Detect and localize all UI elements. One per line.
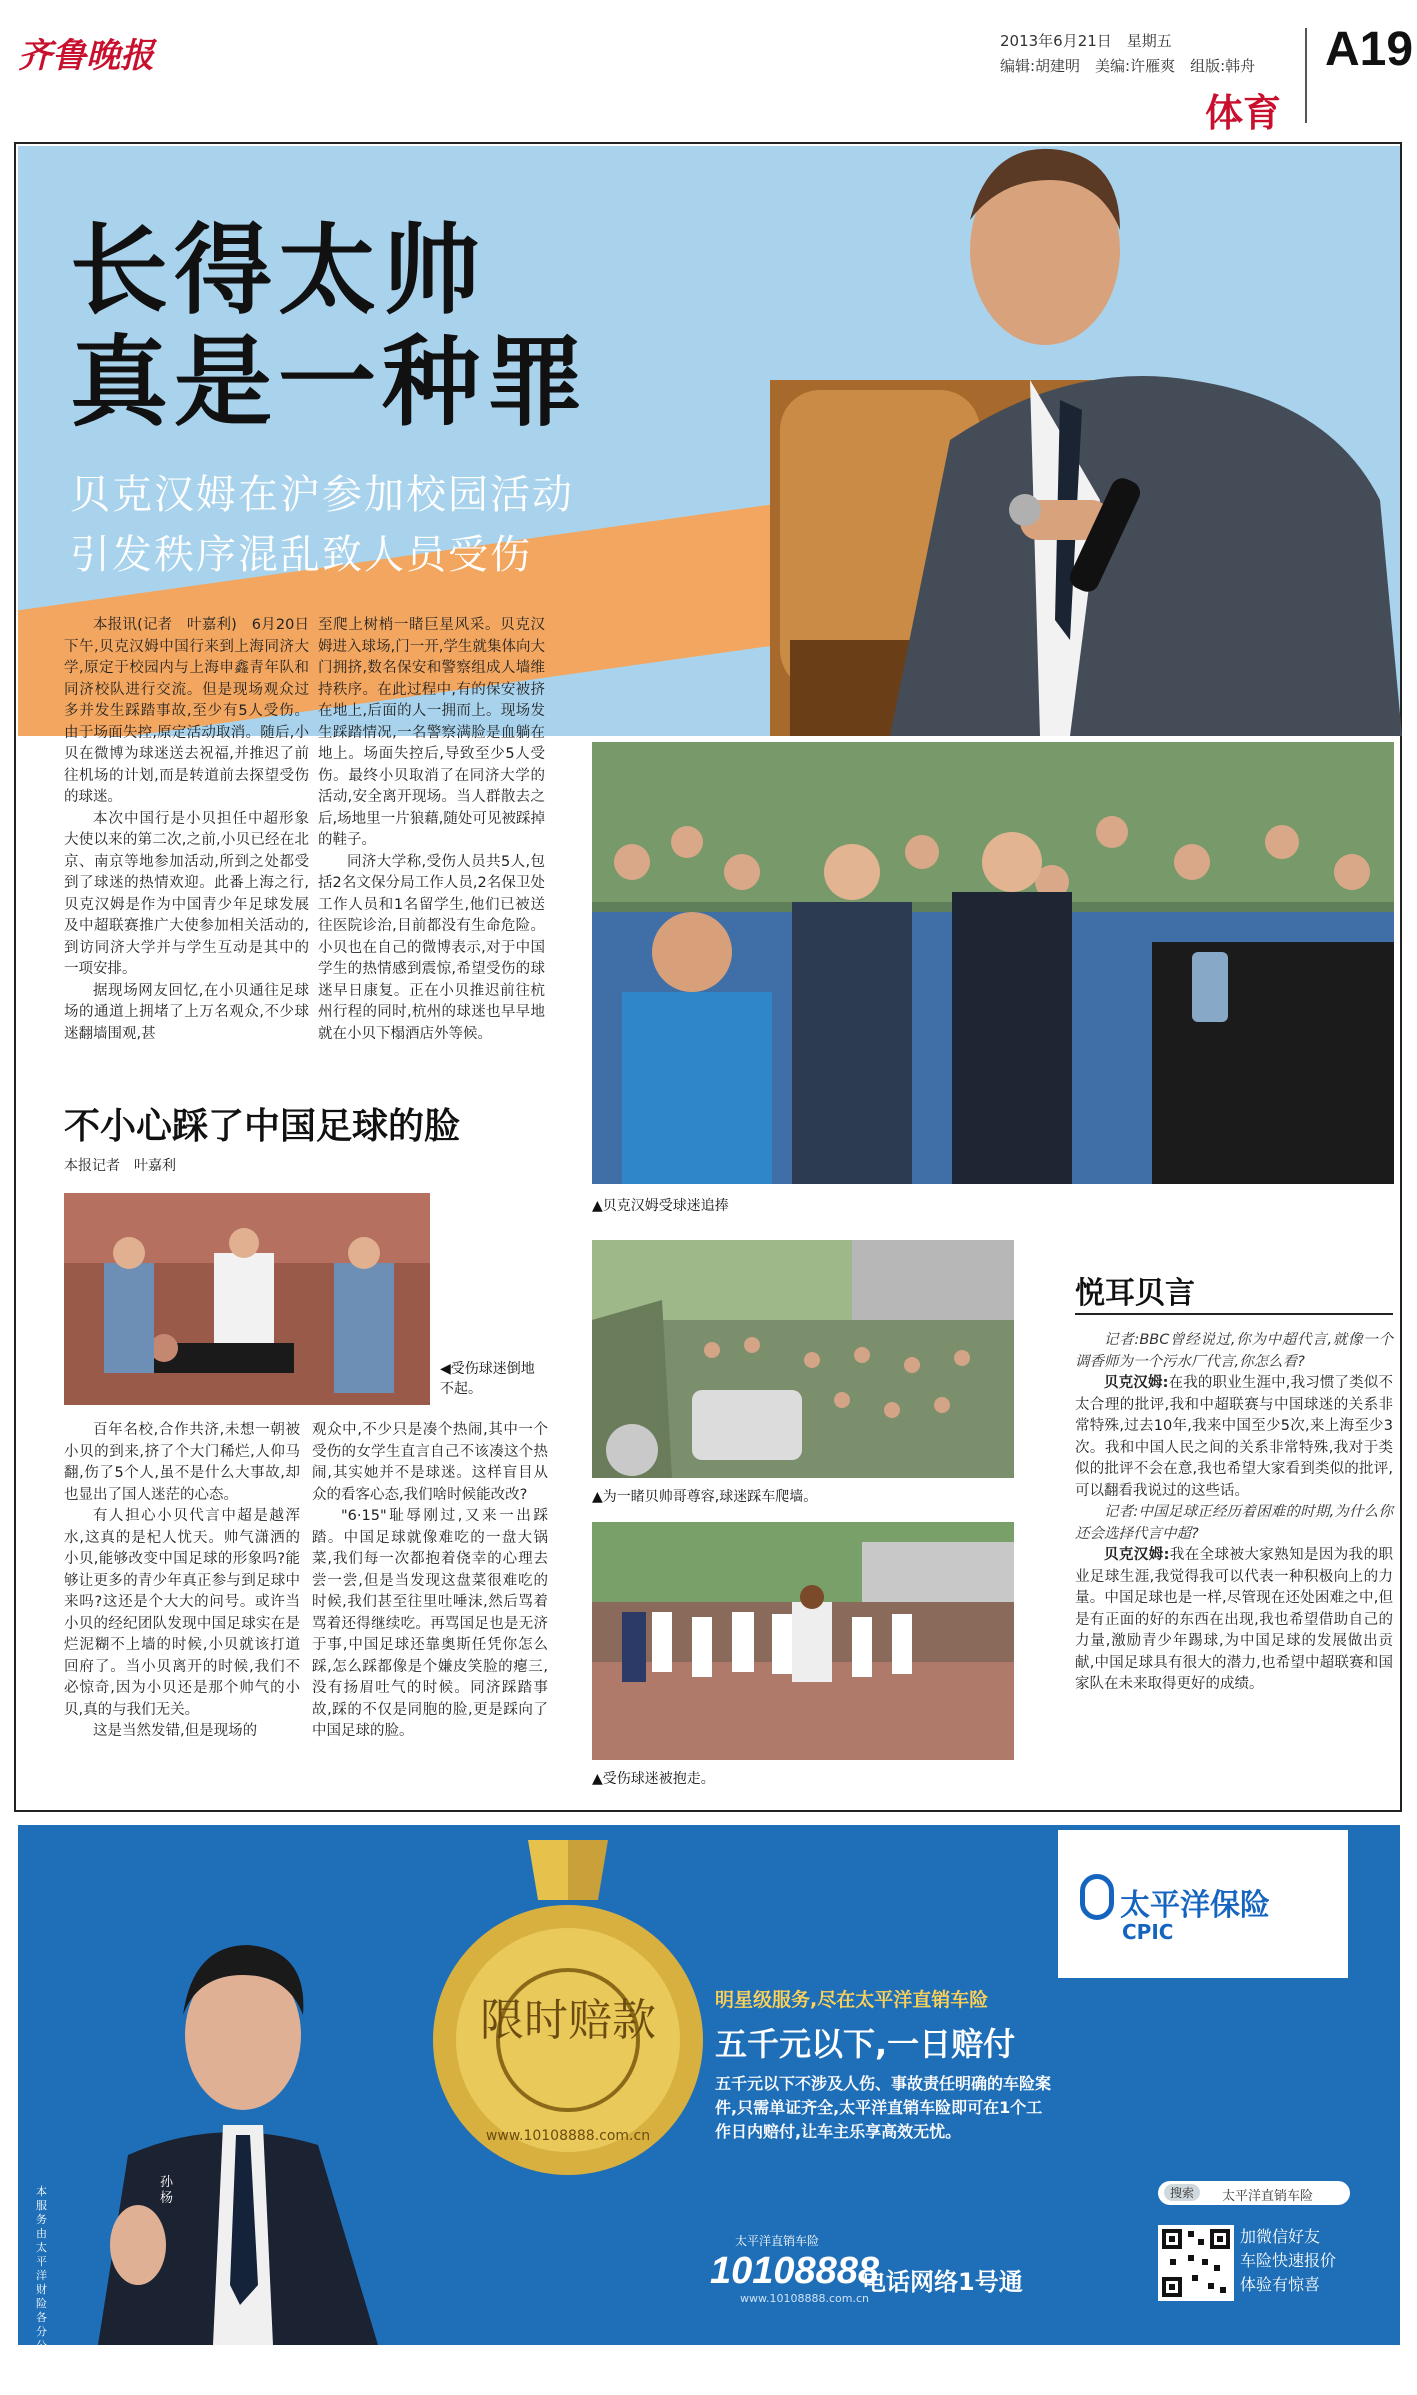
article1-column-1 (64, 615, 309, 1075)
article3-rule (1075, 1313, 1393, 1315)
page-number: A19 (1325, 23, 1414, 76)
ad-phone-network: 电话网络1号通 (862, 2268, 1023, 2296)
newspaper-brand: 齐鲁晚报 (18, 36, 154, 76)
article2-paragraph: 这是当然发错,但是现场的 (93, 1723, 258, 1739)
cpic-brand-name: 太平洋保险 (1120, 1888, 1270, 1923)
article1-paragraph: 至爬上树梢一睹巨星风采。贝克汉姆进入球场,门一开,学生就集体向大门拥挤,数名保安和警察组成人墙维持秩序。在此过程中,有的保安被挤在地上,后面的人一拥而上。现场发生踩踏情况,一名警察满脸是血躺在地上。场面失控后,导致至少5人受伤。最终小贝取消了在同济大学的活动,安全离开现场。当人群散去之后,场地里一片狼藉,随处可见被踩掉的鞋子。 (318, 617, 545, 848)
subhead-line-1: 贝克汉姆在沪参加校园活动 (70, 472, 574, 518)
search-label: 搜索 (1164, 2184, 1200, 2201)
ad-athlete-name: 孙杨 (160, 2175, 174, 2206)
wechat-line: 车险快速报价 (1240, 2251, 1337, 2270)
qa-answer-text: 在我的职业生涯中,我习惯了类似不太合理的批评,我和中超联赛与中国球迷的关系非常特殊,过去10年,我来中国至少5次,来上海至少3次。我和中国人民之间的关系非常特殊,我对于类似的批评不会在意,我也希望大家看到类似的批评,可以翻看我说过的这些话。 (1075, 1375, 1393, 1499)
article2-paragraph: 有人担心小贝代言中超是越浑水,这真的是杞人忧天。帅气潇洒的小贝,能够改变中国足球的形象吗?能够让更多的青少年真正参与到足球中来吗?这还是个大大的问号。或许当小贝的经纪团队发现中国足球实在是烂泥糊不上墙的时候,小贝就该打道回府了。当小贝离开的时候,我们不必惊奇,因为小贝还是那个帅气的小贝,真的与我们无关。 (64, 1508, 300, 1718)
article2-column-2 (312, 1420, 548, 1785)
search-text: 太平洋直销车险 (1222, 2189, 1314, 2204)
crowd-photo-caption: ▲贝克汉姆受球迷追捧 (592, 1198, 729, 1214)
qa-answer (1075, 1373, 1393, 1502)
medal-text: 限时赔款 (480, 1995, 656, 2046)
article2-paragraph: "6·15"耻辱刚过,又来一出踩踏。中国足球就像难吃的一盘大锅菜,我们每一次都抱着侥幸的心理去尝一尝,但是当发现这盘菜很难吃的时候,我们甚至往里吐唾沫,然后骂着骂着还得继续吃。再骂国足也是无济于事,中国足球还靠奥斯任凭你怎么踩,怎么踩都像是个嫌皮笑脸的瘪三,没有扬眉吐气的时候。同济踩踏事故,踩的不仅是同胞的脸,更是踩向了中国足球的脸。 (312, 1508, 548, 1739)
article2-title: 不小心踩了中国足球的脸 (64, 1106, 461, 1147)
beckham-portrait-photo (770, 80, 1402, 736)
ad-phone-label: 太平洋直销车险 (735, 2234, 820, 2248)
car-climbing-caption: ▲为一睹贝帅哥尊容,球迷踩车爬墙。 (592, 1489, 818, 1505)
headline-line-1: 长得太帅 (70, 214, 487, 328)
qa-speaker: 贝克汉姆: (1104, 1375, 1169, 1391)
editor-credits: 编辑:胡建明 美编:许雁爽 组版:韩舟 (1000, 57, 1256, 75)
injured-fan-photo (64, 1193, 430, 1405)
cpic-brand-en: CPIC (1122, 1920, 1174, 1944)
ad-phone-site: www.10108888.com.cn (740, 2292, 869, 2305)
carried-away-caption: ▲受伤球迷被抱走。 (592, 1771, 715, 1787)
ad-wechat-text (1240, 2225, 1336, 2297)
article1-paragraph: 本报讯(记者 叶嘉利) 6月20日下午,贝克汉姆中国行来到上海同济大学,原定于校园内与上海申鑫青年队和同济校队进行交流。但是现场观众过多并发生踩踏事故,至少有5人受伤。由于场面失控,原定活动取消。随后,小贝在微博为球迷送去祝福,并推迟了前往机场的计划,而是转道前去探望受伤的球迷。 (64, 617, 309, 805)
main-headline (70, 215, 590, 439)
article1-paragraph: 本次中国行是小贝担任中超形象大使以来的第二次,之前,小贝已经在北京、南京等地参加活动,所到之处都受到了球迷的热情欢迎。此番上海之行,贝克汉姆是作为中国青少年足球发展及中超联赛推广大使参加相关活动的,到访同济大学并与学生互动是其中的一项安排。 (64, 810, 309, 977)
headline-line-2: 真是一种罪 (70, 326, 591, 440)
article2-column-1 (64, 1420, 300, 1785)
gold-medal-graphic (418, 1840, 718, 2180)
article1-paragraph: 同济大学称,受伤人员共5人,包括2名文保分局工作人员,2名保卫处工作人员和1名留学生,他们已被送往医院诊治,目前都没有生命危险。小贝也在自己的微博表示,对于中国学生的热情感到震惊,希望受伤的球迷早日康复。正在小贝推迟前往杭州行程的同时,杭州的球迷也早早地就在小贝下榻酒店外等候。 (318, 853, 545, 1042)
qr-code-icon (1158, 2225, 1234, 2301)
article2-byline: 本报记者 叶嘉利 (64, 1158, 176, 1174)
sub-headline (70, 465, 574, 585)
ad-athlete-photo (18, 1825, 468, 2345)
medal-site: www.10108888.com.cn (485, 2128, 651, 2144)
qa-speaker: 贝克汉姆: (1104, 1547, 1170, 1563)
cpic-logo-icon (1080, 1874, 1114, 1920)
ad-title: 五千元以下,一日赔付 (715, 2025, 1016, 2063)
carried-away-photo (592, 1522, 1014, 1760)
ad-search-box (1158, 2181, 1350, 2205)
ad-description: 五千元以下不涉及人伤、事故责任明确的车险案件,只需单证齐全,太平洋直销车险即可在1个工作日内赔付,让车主乐享高效无忧。 (715, 2074, 1052, 2141)
article2-paragraph: 百年名校,合作共济,未想一朝被小贝的到来,挤了个大门稀烂,人仰马翻,伤了5个人,虽不是什么大事故,却也显出了国人迷茫的心态。 (64, 1422, 300, 1503)
injured-fan-caption: ◀受伤球迷倒地不起。 (440, 1361, 535, 1397)
ad-fine-print: 本服务由太平洋财险各分公司提供 (36, 2185, 47, 2394)
qa-answer-text: 我在全球被大家熟知是因为我的职业足球生涯,我觉得我可以代表一种积极向上的力量。中国足球也是一样,尽管现在还处困难之中,但是有正面的好的东西在出现,我也希望借助自己的力量,激励青少年踢球,为中国足球的发展做出贡献,中国足球具有很大的潜力,也希望中超联赛和国家队在未来取得更好的成绩。 (1075, 1547, 1393, 1692)
article3-title: 悦耳贝言 (1075, 1276, 1195, 1311)
subhead-line-2: 引发秩序混乱致人员受伤 (70, 532, 532, 578)
ad-tagline: 明星级服务,尽在太平洋直销车险 (715, 1989, 989, 2011)
qa-question: 记者:中国足球正经历着困难的时期,为什么你还会选择代言中超? (1075, 1504, 1393, 1542)
article1-paragraph: 据现场网友回忆,在小贝通往足球场的通道上拥堵了上万名观众,不少球迷翻墙围观,甚 (64, 982, 309, 1042)
qa-answer (1075, 1545, 1393, 1696)
article3-qa (1075, 1322, 1393, 1800)
car-climbing-photo (592, 1240, 1014, 1478)
article2-paragraph: 观众中,不少只是凑个热闹,其中一个受伤的女学生直言自己不该凑这个热闹,其实她并不是球迷。这样盲目从众的看客心态,我们啥时候能改改? (312, 1422, 548, 1503)
ad-phone-number: 10108888 (710, 2250, 880, 2292)
wechat-line: 加微信好友 (1240, 2227, 1321, 2246)
article1-column-2 (318, 615, 545, 1075)
section-name: 体育 (1205, 91, 1282, 135)
crowd-photo (592, 742, 1394, 1184)
qa-question: 记者:BBC曾经说过,你为中超代言,就像一个调香师为一个污水厂代言,你怎么看? (1075, 1332, 1393, 1370)
wechat-line: 体验有惊喜 (1240, 2275, 1321, 2294)
issue-date: 2013年6月21日 星期五 (1000, 32, 1172, 50)
